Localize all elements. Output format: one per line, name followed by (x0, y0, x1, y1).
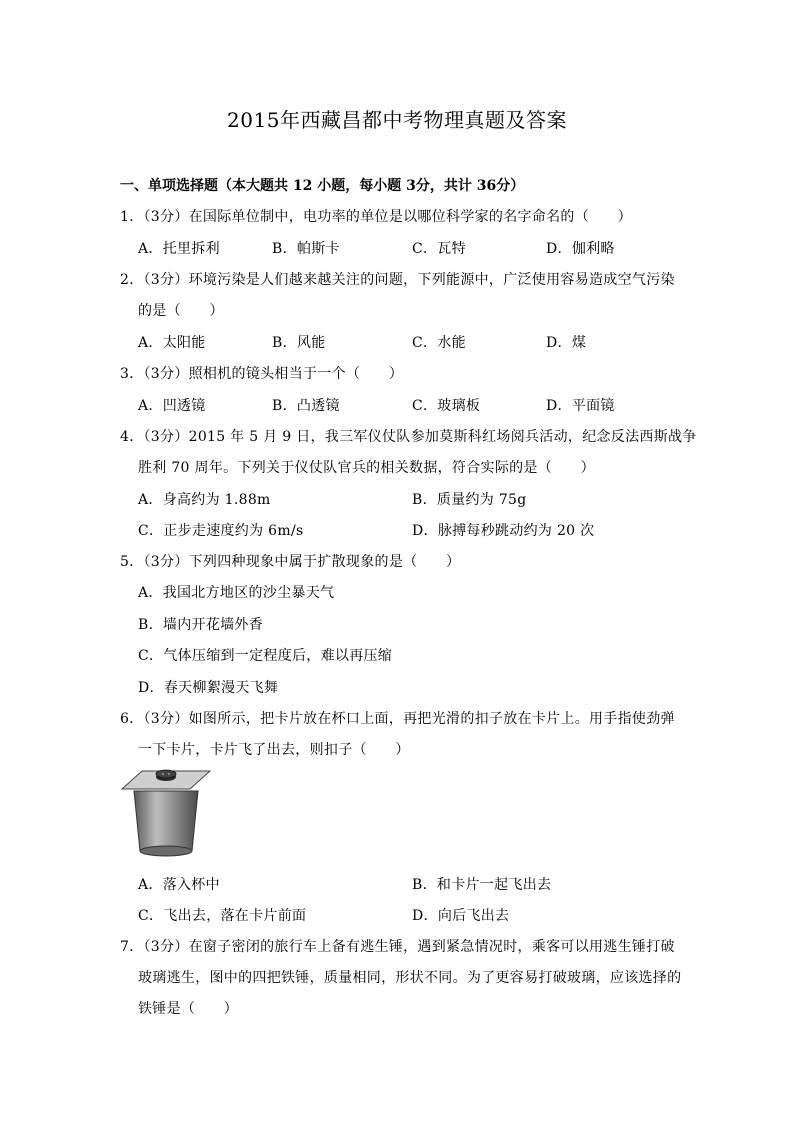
question-6-option-a: A．落入杯中 (138, 877, 220, 893)
question-6-stem-line-1: 6．（3分）如图所示，把卡片放在杯口上面，再把光滑的扣子放在卡片上。用手指使劲弹 (120, 711, 675, 727)
question-1-option-d: D．伽利略 (546, 241, 615, 257)
question-4-stem-line-2: 胜利 70 周年。下列关于仪仗队官兵的相关数据，符合实际的是（ ） (138, 460, 595, 476)
question-6-option-c: C．飞出去，落在卡片前面 (138, 908, 307, 924)
question-4-stem-line-1: 4．（3分）2015 年 5 月 9 日，我三军仪仗队参加莫斯科红场阅兵活动，纪念反法西斯战争 (120, 429, 697, 445)
question-3-option-c: C．玻璃板 (412, 398, 481, 414)
question-1-option-c: C．瓦特 (412, 241, 466, 257)
question-5-stem: 5．（3分）下列四种现象中属于扩散现象的是（ ） (120, 554, 461, 570)
question-2-option-b: B．风能 (272, 335, 326, 351)
question-1-option-b: B．帕斯卡 (272, 241, 340, 257)
question-1-option-a: A．托里拆利 (138, 241, 220, 257)
cup-card-button-figure (120, 765, 212, 865)
question-5-option-d: D．春天柳絮漫天飞舞 (138, 680, 279, 696)
question-3-stem: 3．（3分）照相机的镜头相当于一个（ ） (120, 366, 404, 382)
question-4-option-a: A．身高约为 1.88m (138, 492, 271, 508)
section-heading: 一、单项选择题（本大题共 12 小题，每小题 3分，共计 36分） (120, 178, 525, 194)
question-2-stem-line-2: 的是（ ） (138, 303, 224, 319)
question-5-option-a: A．我国北方地区的沙尘暴天气 (138, 585, 335, 601)
question-3-option-b: B．凸透镜 (272, 398, 340, 414)
page-title: 2015年西藏昌都中考物理真题及答案 (227, 108, 567, 132)
question-4-option-b: B．质量约为 75g (412, 492, 527, 508)
question-7-stem-line-3: 铁锤是（ ） (138, 1001, 239, 1017)
question-2-option-c: C．水能 (412, 335, 466, 351)
question-2-stem-line-1: 2．（3分）环境污染是人们越来越关注的问题，下列能源中，广泛使用容易造成空气污染 (120, 272, 675, 288)
question-5-option-b: B．墙内开花墙外香 (138, 617, 263, 633)
question-3-option-d: D．平面镜 (546, 398, 615, 414)
question-2-option-d: D．煤 (546, 335, 587, 351)
question-1-stem: 1．（3分）在国际单位制中，电功率的单位是以哪位科学家的名字命名的（ ） (120, 209, 632, 225)
question-7-stem-line-2: 玻璃逃生，图中的四把铁锤，质量相同，形状不同。为了更容易打破玻璃，应该选择的 (138, 970, 682, 986)
question-7-stem-line-1: 7．（3分）在窗子密闭的旅行车上备有逃生锤，遇到紧急情况时，乘客可以用逃生锤打破 (120, 939, 675, 955)
question-6-option-b: B．和卡片一起飞出去 (412, 877, 552, 893)
question-6-option-d: D．向后飞出去 (412, 908, 510, 924)
question-4-option-d: D．脉搏每秒跳动约为 20 次 (412, 523, 595, 539)
question-5-option-c: C．气体压缩到一定程度后，难以再压缩 (138, 648, 393, 664)
question-3-option-a: A．凹透镜 (138, 398, 206, 414)
question-4-option-c: C．正步走速度约为 6m/s (138, 523, 304, 539)
question-2-option-a: A．太阳能 (138, 335, 206, 351)
question-6-stem-line-2: 一下卡片，卡片飞了出去，则扣子（ ） (138, 742, 410, 758)
